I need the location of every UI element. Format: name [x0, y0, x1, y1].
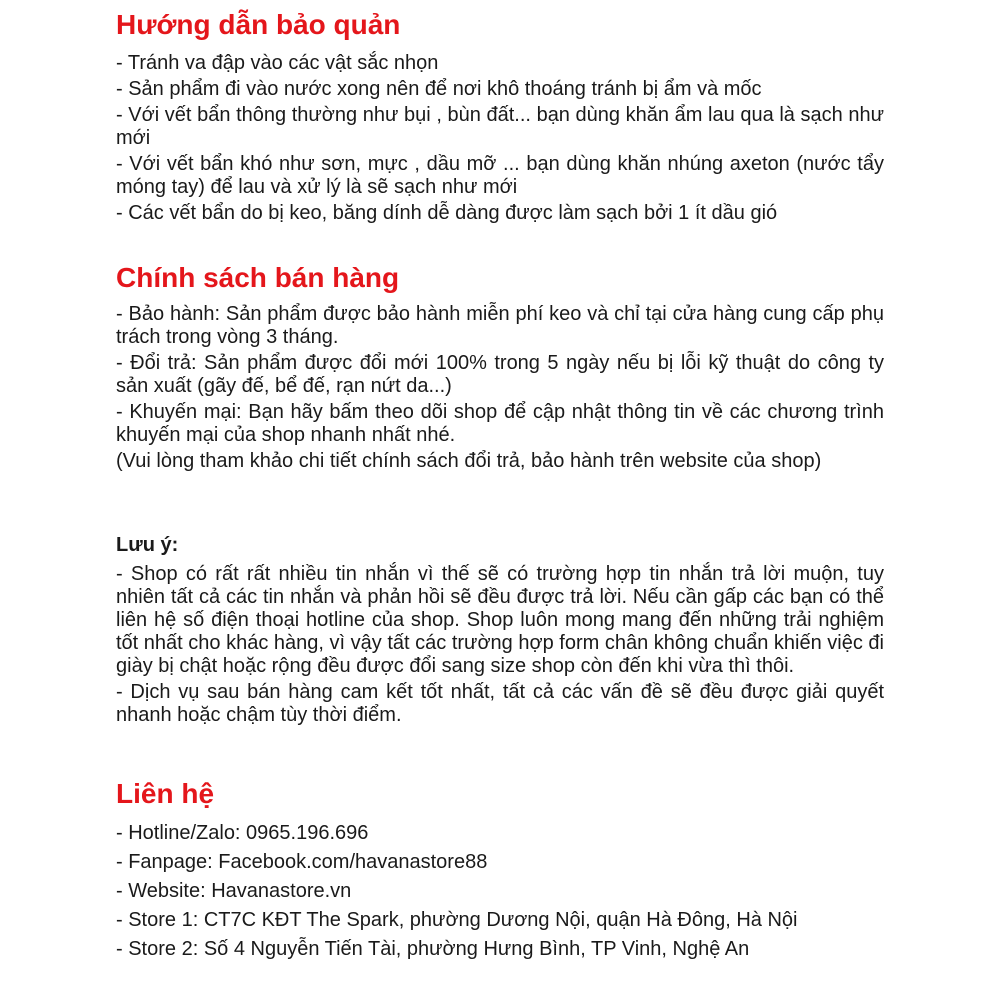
sales-policy-heading: Chính sách bán hàng — [116, 262, 400, 293]
sales-policy-section — [116, 261, 884, 476]
contact-store-1: - Store 1: CT7C KĐT The Spark, phường Dương Nội, quận Hà Đông, Hà Nội — [116, 909, 798, 931]
care-item: - Các vết bẩn do bị keo, băng dính dễ dàng được làm sạch bởi 1 ít dầu gió — [116, 202, 778, 224]
contact-store-2: - Store 2: Số 4 Nguyễn Tiến Tài, phường Hưng Bình, TP Vinh, Nghệ An — [116, 938, 750, 960]
care-item: - Với vết bẩn khó như sơn, mực , dầu mỡ ... bạn dùng khăn nhúng axeton (nước tẩy móng tay) để lau và xử lý là sẽ sạch như mới — [116, 153, 884, 198]
contact-section — [116, 777, 884, 964]
contact-fanpage: - Fanpage: Facebook.com/havanastore88 — [116, 851, 488, 873]
care-item: - Tránh va đập vào các vật sắc nhọn — [116, 52, 439, 74]
note-heading: Lưu ý: — [116, 534, 179, 556]
care-item: - Với vết bẩn thông thường như bụi , bùn đất... bạn dùng khăn ẩm lau qua là sạch như mới — [116, 104, 884, 149]
contact-website: - Website: Havanastore.vn — [116, 880, 352, 902]
note-item: - Shop có rất rất nhiều tin nhắn vì thế sẽ có trường hợp tin nhắn trả lời muộn, tuy nhiên tất cả các tin nhắn và phản hồi sẽ đều được trả lời. Nếu cần gấp các bạn có thể liên hệ số điện thoại hotline của shop. Shop luôn mong mang đến những trải nghiệm tốt nhất cho khác hàng, vì vậy tất các trường hợp form chân không chuẩn khiến việc đi giày bị chật hoặc rộng đều được đổi sang size shop còn đến khi vừa thì thôi. — [116, 563, 884, 677]
note-section — [116, 533, 884, 730]
care-item: - Sản phẩm đi vào nước xong nên để nơi khô thoáng tránh bị ẩm và mốc — [116, 78, 762, 100]
contact-heading: Liên hệ — [116, 778, 215, 809]
note-item: - Dịch vụ sau bán hàng cam kết tốt nhất, tất cả các vấn đề sẽ đều được giải quyết nhanh hoặc chậm tùy thời điểm. — [116, 681, 884, 726]
contact-hotline: - Hotline/Zalo: 0965.196.696 — [116, 822, 369, 844]
policy-item: - Khuyến mại: Bạn hãy bấm theo dõi shop để cập nhật thông tin về các chương trình khuyến mại của shop nhanh nhất nhé. — [116, 401, 884, 446]
care-instructions-section — [116, 8, 884, 228]
policy-document — [116, 0, 884, 1000]
care-instructions-heading: Hướng dẫn bảo quản — [116, 9, 401, 40]
policy-item: (Vui lòng tham khảo chi tiết chính sách đổi trả, bảo hành trên website của shop) — [116, 450, 822, 472]
policy-item: - Đổi trả: Sản phẩm được đổi mới 100% trong 5 ngày nếu bị lỗi kỹ thuật do công ty sản xuất (gãy đế, bể đế, rạn nứt da...) — [116, 352, 884, 397]
policy-item: - Bảo hành: Sản phẩm được bảo hành miễn phí keo và chỉ tại cửa hàng cung cấp phụ trách trong vòng 3 tháng. — [116, 303, 884, 348]
